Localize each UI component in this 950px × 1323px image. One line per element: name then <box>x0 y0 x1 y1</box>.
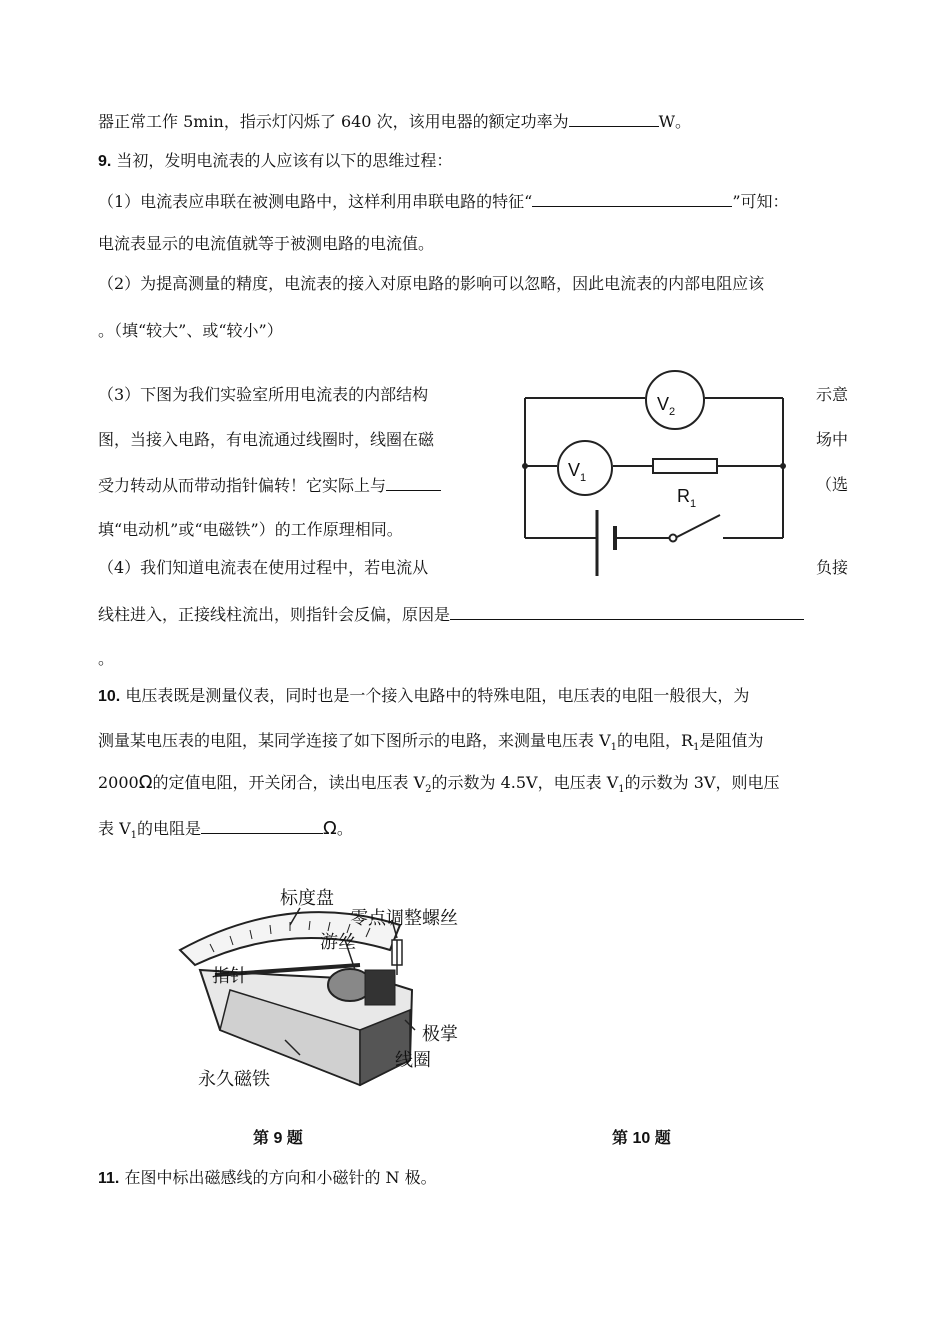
text-line <box>98 603 804 626</box>
text-line: 示意 <box>816 385 849 404</box>
question-text: 在图中标出磁感线的方向和小磁针的 N 极。 <box>119 1168 437 1187</box>
answer-blank[interactable] <box>569 110 659 127</box>
text-line <box>98 730 763 759</box>
answer-blank[interactable] <box>532 190 732 207</box>
text-line: 负接 <box>816 558 849 577</box>
r1-sub: 1 <box>690 498 697 510</box>
label-hairspring: 游丝 <box>320 932 356 953</box>
text-line <box>98 474 441 497</box>
subscript: 2 <box>425 784 432 796</box>
question-number: 9. <box>98 153 112 170</box>
text-line: 电流表显示的电流值就等于被测电路的电流值。 <box>98 234 435 253</box>
subscript: 1 <box>130 830 138 842</box>
text-fragment: 的示数为 4.5V，电压表 V <box>431 773 619 792</box>
text-fragment: （1）电流表应串联在被测电路中，这样利用串联电路的特征“ <box>98 192 533 211</box>
question-10-heading <box>98 685 749 708</box>
text-fragment: 表 V <box>98 819 131 838</box>
text-line <box>98 772 779 801</box>
v1-label: V <box>568 460 581 480</box>
answer-blank[interactable] <box>386 474 441 491</box>
subscript: 1 <box>610 742 618 754</box>
voltmeter-v2 <box>646 371 704 429</box>
answer-blank[interactable] <box>201 817 323 834</box>
subscript: 1 <box>618 784 625 796</box>
junction-dot <box>522 463 528 469</box>
text-line: （4）我们知道电流表在使用过程中，若电流从 <box>98 558 429 577</box>
text-line: 填“电动机”或“电磁铁”）的工作原理相同。 <box>98 520 403 539</box>
caption-figure-9: 第 9 题 <box>253 1130 303 1147</box>
question-number: 10. <box>98 688 121 705</box>
junction-dot <box>780 463 786 469</box>
label-dial: 标度盘 <box>280 888 334 909</box>
text-fragment: 线柱进入，正接线柱流出，则指针会反偏，原因是 <box>98 605 451 624</box>
text-line <box>98 817 353 847</box>
text-line: 图，当接入电路，有电流通过线圈时，线圈在磁 <box>98 430 435 449</box>
question-11-heading <box>98 1167 437 1190</box>
circuit-diagram <box>505 370 805 580</box>
text-fragment: W。 <box>658 112 692 131</box>
omega-symbol: Ω <box>323 818 337 839</box>
text-fragment: 的示数为 3V，则电压 <box>624 773 780 792</box>
resistor-r1 <box>653 459 717 473</box>
text-fragment: ”可知： <box>732 192 789 211</box>
text-line <box>98 110 691 133</box>
text-fragment: 测量某电压表的电阻，某同学连接了如下图所示的电路，来测量电压表 V <box>98 731 611 750</box>
text-fragment: 是阻值为 <box>699 731 764 750</box>
voltmeter-v1 <box>558 441 612 495</box>
label-magnet: 永久磁铁 <box>198 1069 270 1090</box>
text-fragment: 的电阻是 <box>137 819 202 838</box>
v2-label: V <box>657 394 670 414</box>
caption-figure-10: 第 10 题 <box>612 1130 671 1147</box>
question-text: 当初，发明电流表的人应该有以下的思维过程： <box>111 151 453 170</box>
subscript: 1 <box>693 742 700 754</box>
text-fragment: 的定值电阻，开关闭合，读出电压表 V <box>152 773 426 792</box>
text-line: 。（填“较大”、或“较小”） <box>98 321 283 340</box>
question-text: 电压表既是测量仪表，同时也是一个接入电路中的特殊电阻，电压表的电阻一般很大，为 <box>120 686 750 705</box>
text-fragment: 器正常工作 5min，指示灯闪烁了 640 次，该用电器的额定功率为 <box>98 112 569 131</box>
v1-sub: 1 <box>580 472 587 484</box>
text-line: （选 <box>816 475 849 494</box>
omega-symbol: Ω <box>138 772 153 793</box>
v2-sub: 2 <box>669 406 676 418</box>
question-number: 11. <box>98 1170 120 1187</box>
r1-label: R <box>677 486 690 506</box>
text-line: 场中 <box>816 430 849 449</box>
question-9-heading <box>98 150 452 173</box>
text-fragment: 。 <box>336 819 353 838</box>
switch-pivot <box>670 535 677 542</box>
text-line <box>98 190 789 213</box>
text-line: （2）为提高测量的精度，电流表的接入对原电路的影响可以忽略，因此电流表的内部电阻应该 <box>98 274 765 293</box>
label-pole: 极掌 <box>422 1024 458 1045</box>
text-line: （3）下图为我们实验室所用电流表的内部结构 <box>98 385 429 404</box>
text-line: 。 <box>98 649 115 668</box>
text-fragment: 受力转动从而带动指针偏转！它实际上与 <box>98 476 387 495</box>
ammeter-structure-figure <box>160 880 490 1100</box>
svg-text:R1 <box>677 486 696 510</box>
answer-blank[interactable] <box>450 603 804 620</box>
text-fragment: 的电阻，R <box>617 731 694 750</box>
text-fragment: 2000 <box>98 773 139 792</box>
label-zero-screw: 零点调整螺丝 <box>350 908 458 929</box>
label-coil: 线圈 <box>395 1050 431 1071</box>
label-pointer: 指针 <box>212 966 248 987</box>
